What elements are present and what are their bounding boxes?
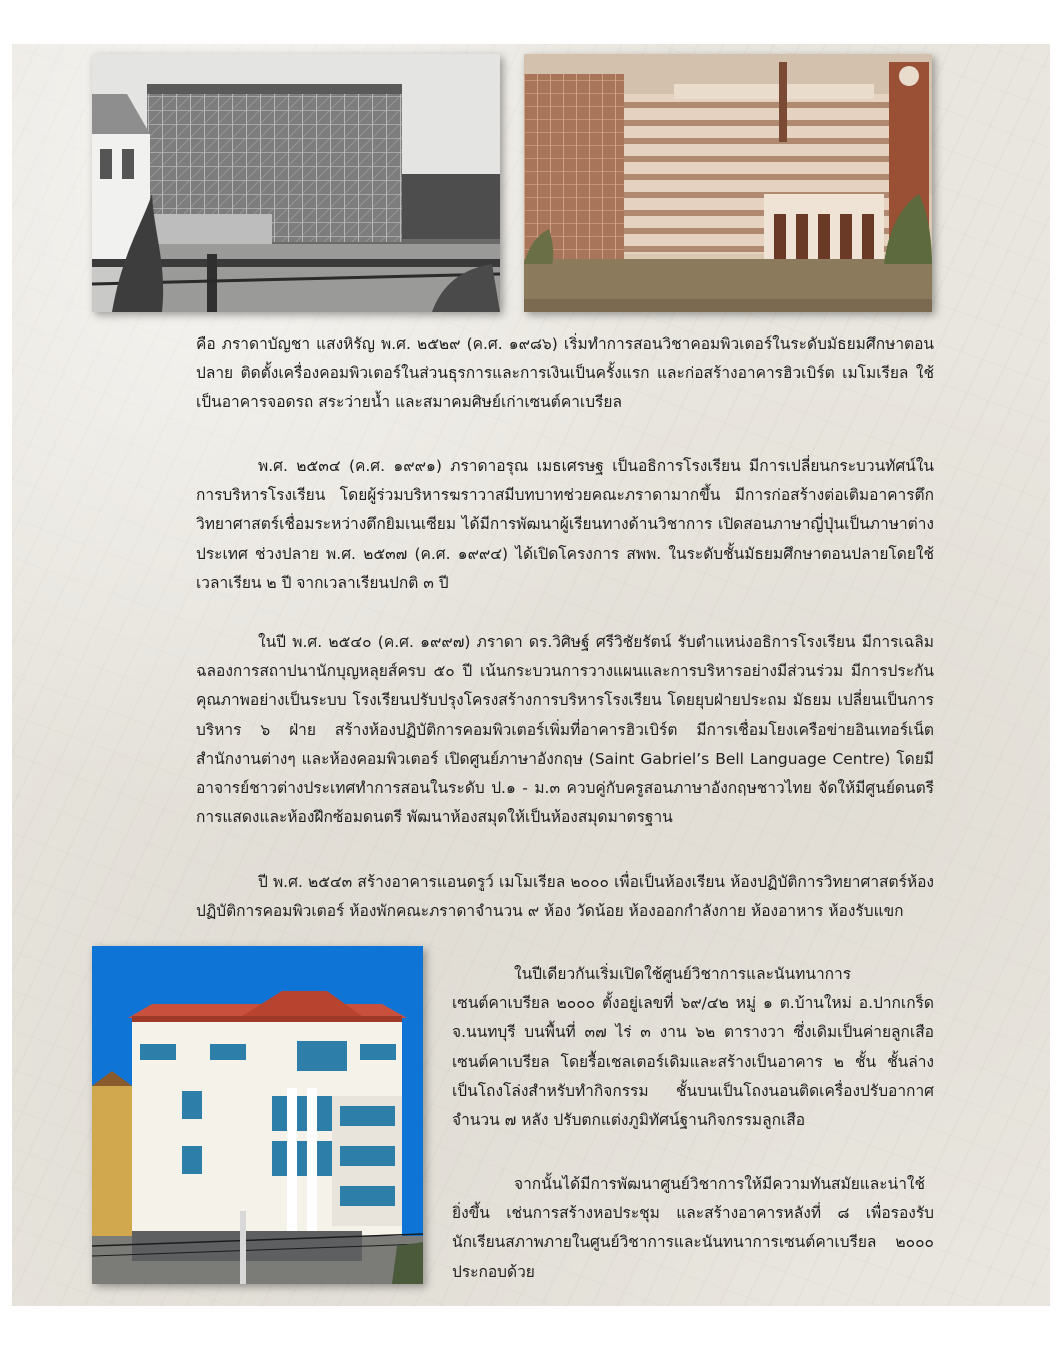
paragraph-academic-center: ในปีเดียวกันเริ่มเปิดใช้ศูนย์วิชาการและนันทนาการเซนต์คาเบรียล ๒๐๐๐ ตั้งอยู่เลขที่ ๖๙/๔๒ หมู่ ๑ ต.บ้านใหม่ อ.ปากเกร็ด จ.นนทบุรี บนพื้นที่ ๓๗ ไร่ ๓ งาน ๖๒ ตารางวา ซึ่งเดิมเป็นค่ายลูกเสือเซนต์คาเบรียล โดยรื้อเชลเตอร์เดิมและสร้างเป็นอาคาร ๒ ชั้น ชั้นล่างเป็นโถงโล่งสำหรับทำกิจกรรม ชั้นบนเป็นโถงนอนติดเครื่องปรับอากาศ จำนวน ๗ หลัง ปรับตกแต่งภูมิทัศน์ฐานกิจกรรมลูกเสือ bbox=[452, 965, 934, 1130]
construction-photo-sepia bbox=[524, 54, 932, 312]
paragraph-1991-administration: พ.ศ. ๒๕๓๔ (ค.ศ. ๑๙๙๑) ภราดาอรุณ เมธเศรษฐ เป็นอธิการโรงเรียน มีการเปลี่ยนกระบวนทัศน์ในการบริหารโรงเรียน โดยผู้ร่วมบริหารฆราวาสมีบทบาทช่วยคณะภราดามากขึ้น มีการก่อสร้างต่อเติมอาคารตึกวิทยาศาสตร์เชื่อมระหว่างตึกยิมเนเซียม ได้มีการพัฒนาผู้เรียนทางด้านวิชาการ เปิดสอนภาษาญี่ปุ่นเป็นภาษาต่างประเทศ ช่วงปลาย พ.ศ. ๒๕๓๗ (ค.ศ. ๑๙๙๔) ได้เปิดโครงการ สพพ. ในระดับชั้นมัธยมศึกษาตอนปลายโดยใช้เวลาเรียน ๒ ปี จากเวลาเรียนปกติ ๓ ปี bbox=[196, 457, 934, 592]
paragraph-center-development: จากนั้นได้มีการพัฒนาศูนย์วิชาการให้มีความทันสมัยและน่าใช้ยิ่งขึ้น เช่นการสร้างหอประชุม และสร้างอาคารหลังที่ ๘ เพื่อรองรับนักเรียนสภาพภายในศูนย์วิชาการและนันทนาการเซนต์คาเบรียล ๒๐๐๐ ประกอบด้วย bbox=[452, 1175, 934, 1281]
construction-photo-bw bbox=[92, 54, 500, 312]
paragraph-computer-education: คือ ภราดาบัญชา แสงหิรัญ พ.ศ. ๒๕๒๙ (ค.ศ. ๑๙๘๖) เริ่มทำการสอนวิชาคอมพิวเตอร์ในระดับมัธยมศึกษาตอนปลาย ติดตั้งเครื่องคอมพิวเตอร์ในส่วนธุรการและการเงินเป็นครั้งแรก และก่อสร้างอาคารฮิวเบิร์ต เมโมเรียล ใช้เป็นอาคารจอดรถ สระว่ายน้ำ และสมาคมศิษย์เก่าเซนต์คาเบรียล bbox=[196, 335, 934, 412]
paragraph-1997-administration: ในปี พ.ศ. ๒๕๔๐ (ค.ศ. ๑๙๙๗) ภราดา ดร.วิศิษฐ์ ศรีวิชัยรัตน์ รับตำแหน่งอธิการโรงเรียน มีการเฉลิมฉลองการสถาปนานักบุญหลุยส์ครบ ๕๐ ปี เน้นกระบวนการวางแผนและการบริหารอย่างมีส่วนร่วม มีการประกันคุณภาพอย่างเป็นระบบ โรงเรียนปรับปรุงโครงสร้างการบริหารโรงเรียน โดยยุบฝ่ายประถม มัธยม เปลี่ยนเป็นการบริหาร ๖ ฝ่าย สร้างห้องปฏิบัติการคอมพิวเตอร์เพิ่มที่อาคารฮิวเบิร์ต มีการเชื่อมโยงเครือข่ายอินเทอร์เน็ตสำนักงานต่างๆ และห้องคอมพิวเตอร์ เปิดศูนย์ภาษาอังกฤษ (Saint Gabriel’s Bell Language Centre) โดยมีอาจารย์ชาวต่างประเทศทำการสอนในระดับ ป.๑ - ม.๓ ควบคู่กับครูสอนภาษาอังกฤษชาวไทย จัดให้มีศูนย์ดนตรีการแสดงและห้องฝึกซ้อมดนตรี พัฒนาห้องสมุดให้เป็นห้องสมุดมาตรฐาน bbox=[196, 633, 934, 827]
andrew-memorial-building-photo bbox=[92, 946, 423, 1284]
paragraph-andrew-memorial: ปี พ.ศ. ๒๕๔๓ สร้างอาคารแอนดรูว์ เมโมเรียล ๒๐๐๐ เพื่อเป็นห้องเรียน ห้องปฏิบัติการวิทยาศาสตร์ห้องปฏิบัติการคอมพิวเตอร์ ห้องพักคณะภราดาจำนวน ๙ ห้อง วัดน้อย ห้องออกกำลังกาย ห้องอาหาร ห้องรับแขก bbox=[196, 873, 934, 921]
